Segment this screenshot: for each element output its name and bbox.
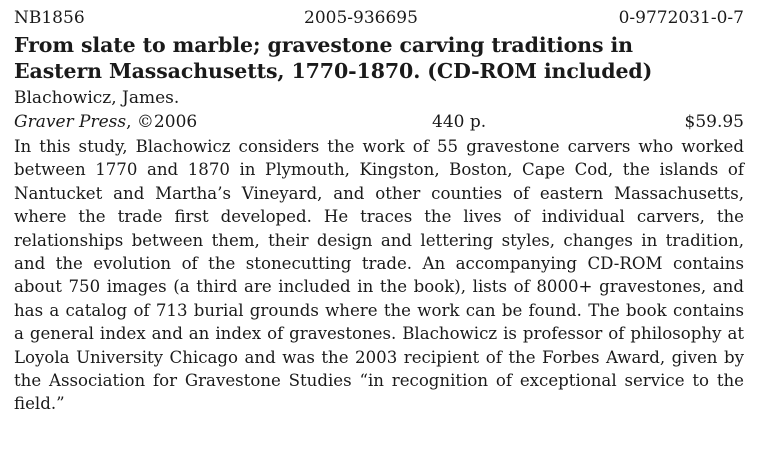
book-title-line-1: From slate to marble; gravestone carving traditions in [14, 33, 633, 57]
publication-info [14, 110, 432, 134]
page-count: 440 p. [432, 112, 487, 132]
publication-row [14, 110, 744, 134]
book-price: $59.95 [684, 112, 744, 132]
book-title-line-2: Eastern Massachusetts, 1770-1870. (CD-ROM included) [14, 59, 653, 83]
isbn-number: 0-9772031-0-7 [618, 8, 744, 28]
lccn-number: 2005-936695 [304, 8, 418, 28]
record-id: NB1856 [14, 8, 85, 28]
book-record [14, 6, 744, 416]
book-title [14, 32, 744, 84]
identifier-row [14, 6, 744, 30]
book-author: Blachowicz, James. [14, 88, 180, 108]
publication-date: , ©2006 [126, 112, 198, 132]
publisher-name: Graver Press [14, 112, 127, 132]
book-description: In this study, Blachowicz considers the work of 55 gravestone carvers who worked between 1770 and 1870 in Plymouth, Kingston, Boston, Cape Cod, the islands of Nantucket and Martha’s Vineyard, and other counties of eastern Massachusetts, where the trade first developed. He traces the lives of individual carvers, the relationships between them, their design and lettering styles, changes in tradition, and the evolution of the stonecutting trade. An accompanying CD-ROM contains about 750 images (a third are included in the book), lists of 8000+ gravestones, and has a catalog of 713 burial grounds where the work can be found. The book contains a general index and an index of gravestones. Blachowicz is professor of philosophy at Loyola University Chicago and was the 2003 recipient of the Forbes Award, given by the Association for Gravestone Studies “in recognition of exceptional service to the field.” [14, 137, 744, 414]
